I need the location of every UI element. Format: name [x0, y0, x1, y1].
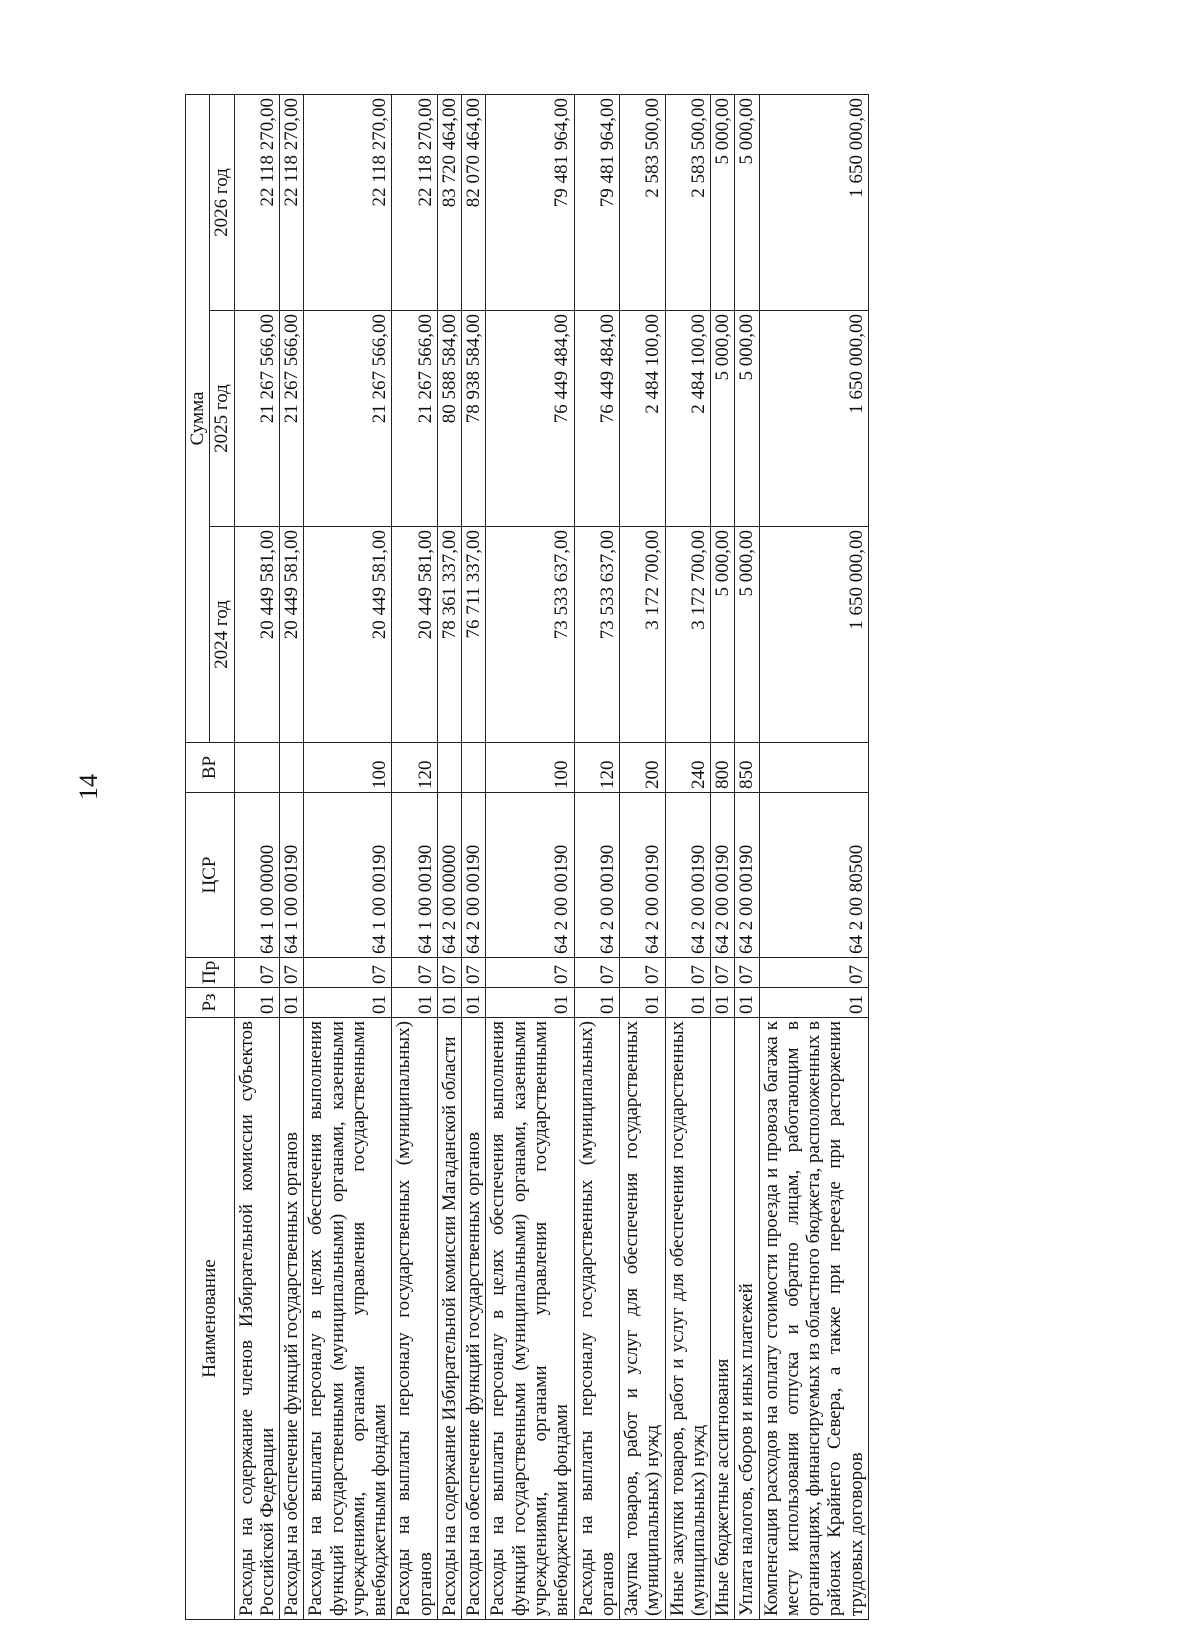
table-row — [462, 94, 486, 1619]
budget-table — [185, 94, 869, 1620]
table-row — [711, 94, 735, 1619]
header-rz: Рз — [186, 988, 235, 1018]
row-pr: 07 — [234, 958, 280, 988]
row-vr — [462, 743, 486, 793]
row-name: Расходы на выплаты персоналу в целях обеспечения выполнения функций государственными (муниципальными) органами, казенными учреждениями, органами управления государственными внебюджетными фондами — [304, 1018, 392, 1620]
row-sum-2024: 20 449 581,00 — [304, 527, 392, 743]
table-row — [486, 94, 574, 1619]
row-name: Иные бюджетные ассигнования — [711, 1018, 735, 1620]
row-csr: 64 2 00 00190 — [486, 793, 574, 958]
header-name: Наименование — [186, 1018, 235, 1620]
table-row — [304, 94, 392, 1619]
table-row — [735, 94, 759, 1619]
row-csr: 64 1 00 00190 — [304, 793, 392, 958]
row-sum-2025: 21 267 566,00 — [304, 311, 392, 527]
row-csr: 64 2 00 00190 — [462, 793, 486, 958]
row-sum-2024: 76 711 337,00 — [462, 527, 486, 743]
row-rz: 01 — [280, 988, 304, 1018]
row-pr: 07 — [759, 958, 868, 988]
row-csr: 64 1 00 00000 — [234, 793, 280, 958]
row-sum-2025: 2 484 100,00 — [665, 311, 711, 527]
header-csr: ЦСР — [186, 793, 235, 958]
row-sum-2026: 22 118 270,00 — [304, 94, 392, 310]
row-sum-2025: 5 000,00 — [711, 311, 735, 527]
row-sum-2024: 73 533 637,00 — [574, 527, 620, 743]
row-sum-2026: 82 070 464,00 — [462, 94, 486, 310]
row-sum-2025: 78 938 584,00 — [462, 311, 486, 527]
row-sum-2026: 5 000,00 — [735, 94, 759, 310]
header-pr: Пр — [186, 958, 235, 988]
row-pr: 07 — [462, 958, 486, 988]
row-sum-2024: 5 000,00 — [711, 527, 735, 743]
row-sum-2024: 73 533 637,00 — [486, 527, 574, 743]
row-name: Расходы на выплаты персоналу государственных (муниципальных) органов — [392, 1018, 438, 1620]
row-sum-2025: 1 650 000,00 — [759, 311, 868, 527]
row-sum-2024: 78 361 337,00 — [437, 527, 461, 743]
row-vr — [437, 743, 461, 793]
row-vr: 120 — [392, 743, 438, 793]
row-sum-2026: 83 720 464,00 — [437, 94, 461, 310]
row-rz: 01 — [711, 988, 735, 1018]
row-rz: 01 — [665, 988, 711, 1018]
row-pr: 07 — [711, 958, 735, 988]
row-csr: 64 2 00 00190 — [620, 793, 666, 958]
row-sum-2025: 21 267 566,00 — [392, 311, 438, 527]
row-sum-2025: 21 267 566,00 — [234, 311, 280, 527]
row-name: Расходы на выплаты персоналу государственных (муниципальных) органов — [574, 1018, 620, 1620]
row-vr: 100 — [304, 743, 392, 793]
header-sum: Сумма — [186, 94, 210, 742]
table-row — [574, 94, 620, 1619]
row-rz: 01 — [735, 988, 759, 1018]
row-csr: 64 2 00 80500 — [759, 793, 868, 958]
table-body — [234, 94, 868, 1619]
row-name: Расходы на содержание членов Избирательной комиссии субъектов Российской Федерации — [234, 1018, 280, 1620]
row-sum-2026: 79 481 964,00 — [574, 94, 620, 310]
row-rz: 01 — [574, 988, 620, 1018]
row-pr: 07 — [620, 958, 666, 988]
row-vr: 240 — [665, 743, 711, 793]
row-sum-2025: 2 484 100,00 — [620, 311, 666, 527]
row-vr: 850 — [735, 743, 759, 793]
row-vr — [759, 743, 868, 793]
row-csr: 64 2 00 00190 — [665, 793, 711, 958]
row-sum-2024: 3 172 700,00 — [665, 527, 711, 743]
header-vr: ВР — [186, 743, 235, 793]
row-vr: 800 — [711, 743, 735, 793]
row-sum-2026: 22 118 270,00 — [392, 94, 438, 310]
row-vr: 100 — [486, 743, 574, 793]
row-sum-2025: 76 449 484,00 — [486, 311, 574, 527]
header-year-2024: 2024 год — [210, 527, 234, 743]
row-rz: 01 — [759, 988, 868, 1018]
row-csr: 64 2 00 00190 — [735, 793, 759, 958]
row-csr: 64 1 00 00190 — [392, 793, 438, 958]
row-vr: 200 — [620, 743, 666, 793]
row-vr — [234, 743, 280, 793]
row-sum-2025: 21 267 566,00 — [280, 311, 304, 527]
row-csr: 64 2 00 00190 — [574, 793, 620, 958]
row-rz: 01 — [437, 988, 461, 1018]
row-name: Расходы на содержание Избирательной комиссии Магаданской области — [437, 1018, 461, 1620]
row-pr: 07 — [665, 958, 711, 988]
row-sum-2025: 76 449 484,00 — [574, 311, 620, 527]
row-sum-2026: 2 583 500,00 — [620, 94, 666, 310]
header-year-2026: 2026 год — [210, 94, 234, 310]
table-row — [392, 94, 438, 1619]
row-pr: 07 — [486, 958, 574, 988]
row-rz: 01 — [620, 988, 666, 1018]
row-csr: 64 2 00 00190 — [711, 793, 735, 958]
row-name: Расходы на обеспечение функций государственных органов — [280, 1018, 304, 1620]
table-row — [665, 94, 711, 1619]
table-row — [759, 94, 868, 1619]
table-header — [186, 94, 235, 1619]
row-sum-2024: 1 650 000,00 — [759, 527, 868, 743]
row-name: Расходы на выплаты персоналу в целях обеспечения выполнения функций государственными (муниципальными) органами, казенными учреждениями, органами управления государственными внебюджетными фондами — [486, 1018, 574, 1620]
row-rz: 01 — [234, 988, 280, 1018]
row-sum-2024: 5 000,00 — [735, 527, 759, 743]
row-name: Компенсация расходов на оплату стоимости проезда и провоза багажа к месту использования отпуска и обратно лицам, работающим в организациях, финансируемых из областного бюджета, расположенных в районах Крайнего Севера, а также при переезде при расторжении трудовых договоров — [759, 1018, 868, 1620]
row-rz: 01 — [304, 988, 392, 1018]
row-sum-2024: 20 449 581,00 — [392, 527, 438, 743]
row-name: Расходы на обеспечение функций государственных органов — [462, 1018, 486, 1620]
row-csr: 64 2 00 00000 — [437, 793, 461, 958]
row-pr: 07 — [280, 958, 304, 988]
table-row — [620, 94, 666, 1619]
row-pr: 07 — [735, 958, 759, 988]
row-pr: 07 — [574, 958, 620, 988]
row-name: Уплата налогов, сборов и иных платежей — [735, 1018, 759, 1620]
row-rz: 01 — [486, 988, 574, 1018]
row-csr: 64 1 00 00190 — [280, 793, 304, 958]
row-sum-2026: 79 481 964,00 — [486, 94, 574, 310]
row-sum-2026: 22 118 270,00 — [234, 94, 280, 310]
row-sum-2026: 5 000,00 — [711, 94, 735, 310]
table-row — [234, 94, 280, 1619]
row-sum-2026: 22 118 270,00 — [280, 94, 304, 310]
row-vr: 120 — [574, 743, 620, 793]
row-vr — [280, 743, 304, 793]
table-row — [280, 94, 304, 1619]
row-sum-2025: 5 000,00 — [735, 311, 759, 527]
row-sum-2024: 3 172 700,00 — [620, 527, 666, 743]
row-pr: 07 — [437, 958, 461, 988]
row-sum-2024: 20 449 581,00 — [280, 527, 304, 743]
row-pr: 07 — [304, 958, 392, 988]
row-sum-2025: 80 588 584,00 — [437, 311, 461, 527]
page-number: 14 — [74, 774, 103, 800]
row-sum-2024: 20 449 581,00 — [234, 527, 280, 743]
row-pr: 07 — [392, 958, 438, 988]
row-sum-2026: 1 650 000,00 — [759, 94, 868, 310]
table-row — [437, 94, 461, 1619]
row-rz: 01 — [392, 988, 438, 1018]
row-rz: 01 — [462, 988, 486, 1018]
rotated-table-container — [185, 95, 1085, 1620]
row-name: Закупка товаров, работ и услуг для обеспечения государственных (муниципальных) нужд — [620, 1018, 666, 1620]
row-name: Иные закупки товаров, работ и услуг для обеспечения государственных (муниципальных) нужд — [665, 1018, 711, 1620]
header-year-2025: 2025 год — [210, 311, 234, 527]
row-sum-2026: 2 583 500,00 — [665, 94, 711, 310]
